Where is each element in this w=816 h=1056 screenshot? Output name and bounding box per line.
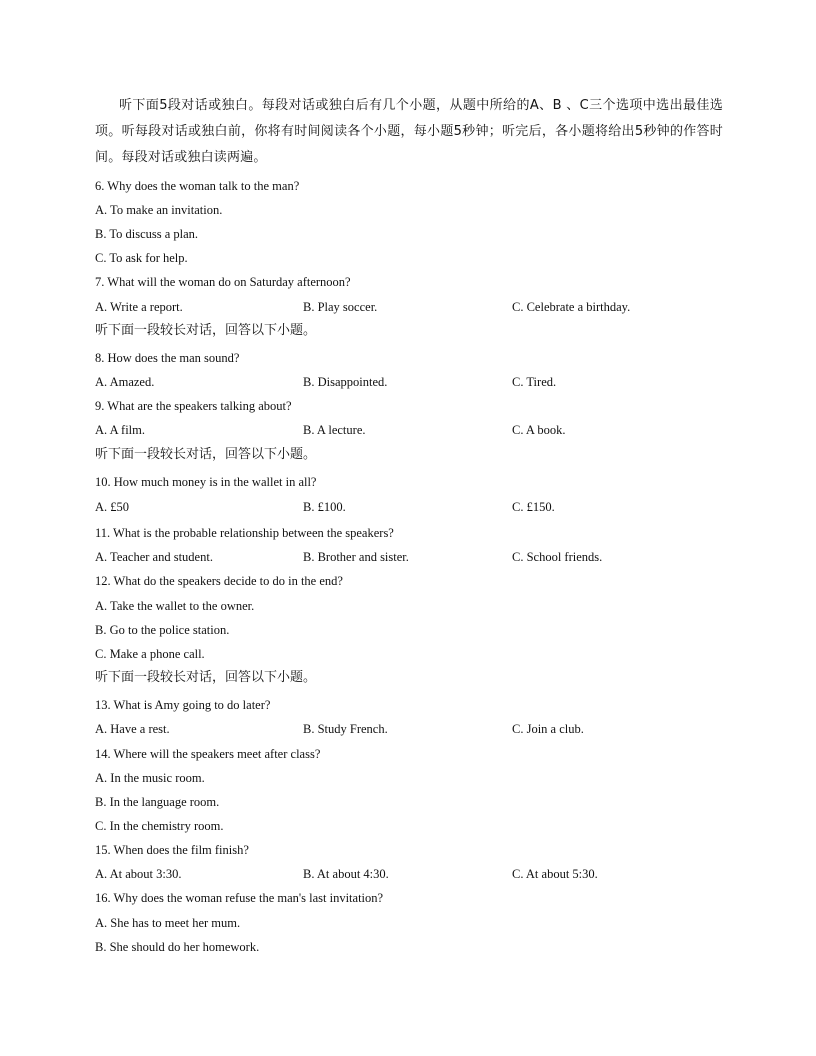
q12-option-a: A. Take the wallet to the owner. [95, 599, 255, 613]
question-7: 7. What will the woman do on Saturday afternoon? [95, 275, 351, 289]
q7-option-a: A. Write a report. [95, 300, 183, 314]
question-8: 8. How does the man sound? [95, 351, 240, 365]
q8-option-b: B. Disappointed. [303, 375, 388, 389]
q12-option-b: B. Go to the police station. [95, 623, 230, 637]
q7-option-c: C. Celebrate a birthday. [512, 300, 631, 314]
q7-option-b: B. Play soccer. [303, 300, 378, 314]
q6-option-b: B. To discuss a plan. [95, 227, 199, 241]
question-13: 13. What is Amy going to do later? [95, 698, 271, 712]
q15-option-c: C. At about 5:30. [512, 867, 598, 881]
q6-option-c: C. To ask for help. [95, 251, 188, 265]
q15-option-a: A. At about 3:30. [95, 867, 182, 881]
question-14: 14. Where will the speakers meet after class? [95, 747, 321, 761]
q13-option-b: B. Study French. [303, 722, 388, 736]
section-note: 听下面一段较长对话，回答以下小题。 [95, 323, 317, 338]
section-note: 听下面一段较长对话，回答以下小题。 [95, 670, 317, 685]
question-9: 9. What are the speakers talking about? [95, 399, 292, 413]
section-note: 听下面一段较长对话，回答以下小题。 [95, 447, 317, 462]
q13-option-c: C. Join a club. [512, 722, 584, 736]
q14-option-a: A. In the music room. [95, 771, 205, 785]
q16-option-a: A. She has to meet her mum. [95, 916, 241, 930]
q10-option-b: B. £100. [303, 500, 346, 514]
q12-option-c: C. Make a phone call. [95, 647, 205, 661]
q10-option-c: C. £150. [512, 500, 555, 514]
q8-option-a: A. Amazed. [95, 375, 155, 389]
q16-option-b: B. She should do her homework. [95, 940, 260, 954]
question-11: 11. What is the probable relationship between the speakers? [95, 526, 394, 540]
instructions-paragraph: 听下面5段对话或独白。每段对话或独白后有几个小题，从题中所给的A、B 、C三个选项中选出最佳选项。听每段对话或独白前，你将有时间阅读各个小题，每小题5秒钟；听完后，各小题将给出5秒钟的作答时间。每段对话或独白读两遍。 [95, 98, 723, 165]
q8-option-c: C. Tired. [512, 375, 557, 389]
q9-option-b: B. A lecture. [303, 423, 366, 437]
question-12: 12. What do the speakers decide to do in the end? [95, 574, 343, 588]
q9-option-c: C. A book. [512, 423, 566, 437]
q11-option-c: C. School friends. [512, 550, 603, 564]
q15-option-b: B. At about 4:30. [303, 867, 389, 881]
question-16: 16. Why does the woman refuse the man's last invitation? [95, 891, 384, 905]
question-6: 6. Why does the woman talk to the man? [95, 179, 300, 193]
q11-option-a: A. Teacher and student. [95, 550, 213, 564]
q10-option-a: A. £50 [95, 500, 130, 514]
q6-option-a: A. To make an invitation. [95, 203, 223, 217]
question-15: 15. When does the film finish? [95, 843, 249, 857]
q14-option-c: C. In the chemistry room. [95, 819, 224, 833]
q9-option-a: A. A film. [95, 423, 146, 437]
q13-option-a: A. Have a rest. [95, 722, 170, 736]
q14-option-b: B. In the language room. [95, 795, 220, 809]
question-10: 10. How much money is in the wallet in all? [95, 475, 317, 489]
q11-option-b: B. Brother and sister. [303, 550, 409, 564]
